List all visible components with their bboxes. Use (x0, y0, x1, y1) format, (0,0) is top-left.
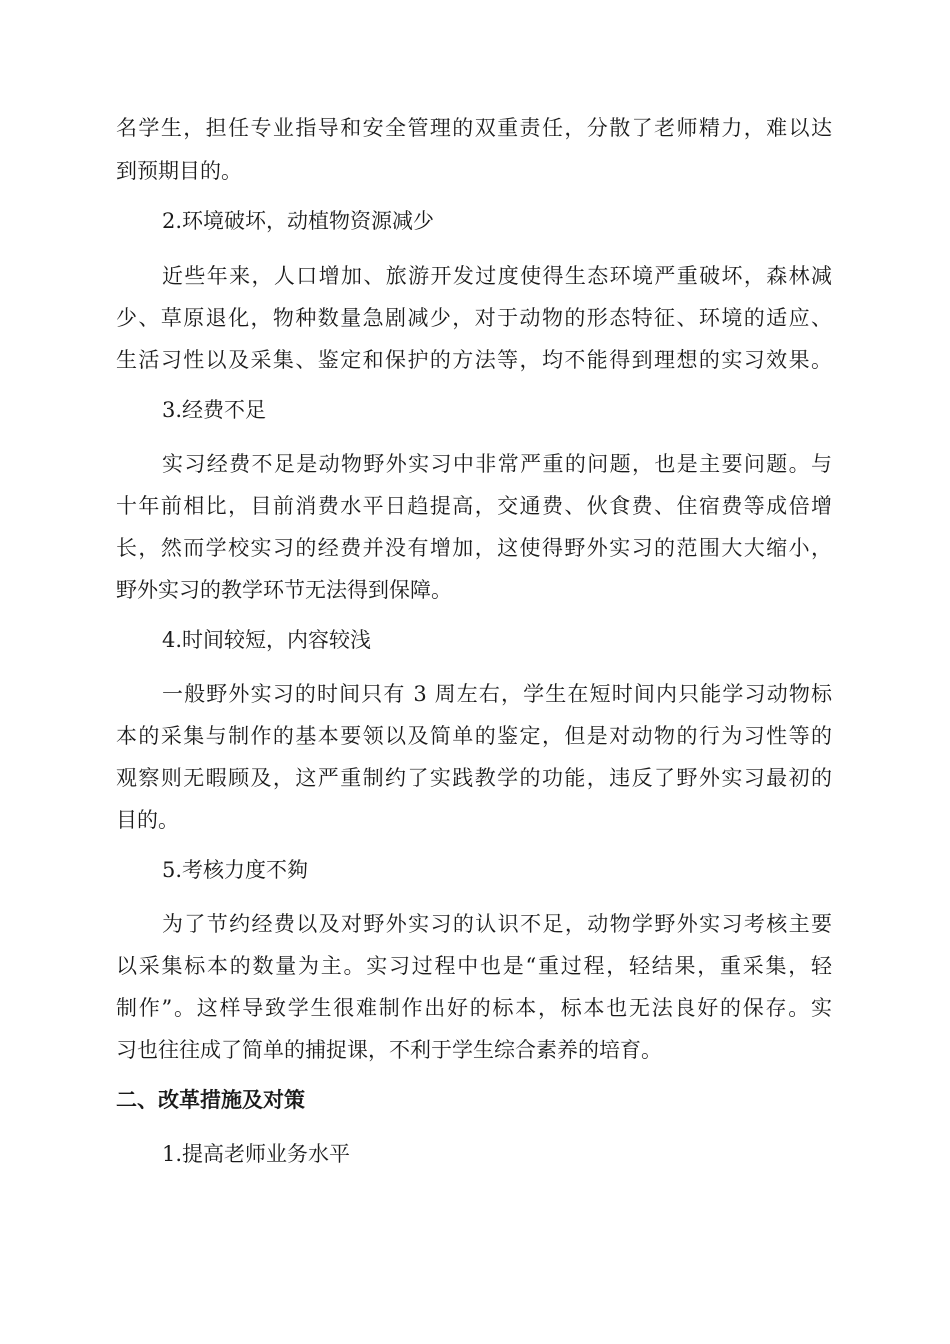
part-2-item-1-title: 1.提高老师业务水平 (162, 1142, 351, 1166)
section-5-line-2: 以采集标本的数量为主。实习过程中也是“重过程，轻结果，重采集，轻 (116, 954, 832, 978)
intro-line-1: 名学生，担任专业指导和安全管理的双重责任，分散了老师精力，难以达 (116, 116, 832, 140)
section-3-line-1: 实习经费不足是动物野外实习中非常严重的问题，也是主要问题。与 (162, 452, 832, 476)
section-2-line-1: 近些年来，人口增加、旅游开发过度使得生态环境严重破坏，森林减 (162, 264, 832, 288)
section-3-line-4: 野外实习的教学环节无法得到保障。 (116, 578, 452, 602)
section-4-line-3: 观察则无暇顾及，这严重制约了实践教学的功能，违反了野外实习最初的 (116, 766, 832, 790)
section-5-line-4: 习也往往成了简单的捕捉课，不利于学生综合素养的培育。 (116, 1038, 662, 1062)
section-2-line-2: 少、草原退化，物种数量急剧减少，对于动物的形态特征、环境的适应、 (116, 306, 832, 330)
section-4-title: 4.时间较短，内容较浅 (162, 628, 372, 652)
section-5-title: 5.考核力度不夠 (162, 858, 309, 882)
part-2-heading: 二、改革措施及对策 (116, 1088, 305, 1112)
section-3-line-2: 十年前相比，目前消费水平日趋提高，交通费、伙食费、住宿费等成倍增 (116, 494, 832, 518)
section-5-line-1: 为了节约经费以及对野外实习的认识不足，动物学野外实习考核主要 (162, 912, 832, 936)
intro-line-2: 到预期目的。 (116, 159, 242, 183)
section-3-title: 3.经费不足 (162, 398, 267, 422)
section-2-line-3: 生活习性以及采集、鉴定和保护的方法等，均不能得到理想的实习效果。 (116, 348, 832, 372)
section-5-line-3: 制作”。这样导致学生很难制作出好的标本，标本也无法良好的保存。实 (116, 996, 832, 1020)
section-2-title: 2.环境破坏，动植物资源减少 (162, 209, 435, 233)
section-3-line-3: 长，然而学校实习的经费并没有增加，这使得野外实习的范围大大缩小， (116, 536, 832, 560)
section-4-line-1: 一般野外实习的时间只有 3 周左右，学生在短时间内只能学习动物标 (162, 682, 832, 706)
section-4-line-4: 目的。 (116, 808, 179, 832)
section-4-line-2: 本的采集与制作的基本要领以及简单的鉴定，但是对动物的行为习性等的 (116, 724, 832, 748)
